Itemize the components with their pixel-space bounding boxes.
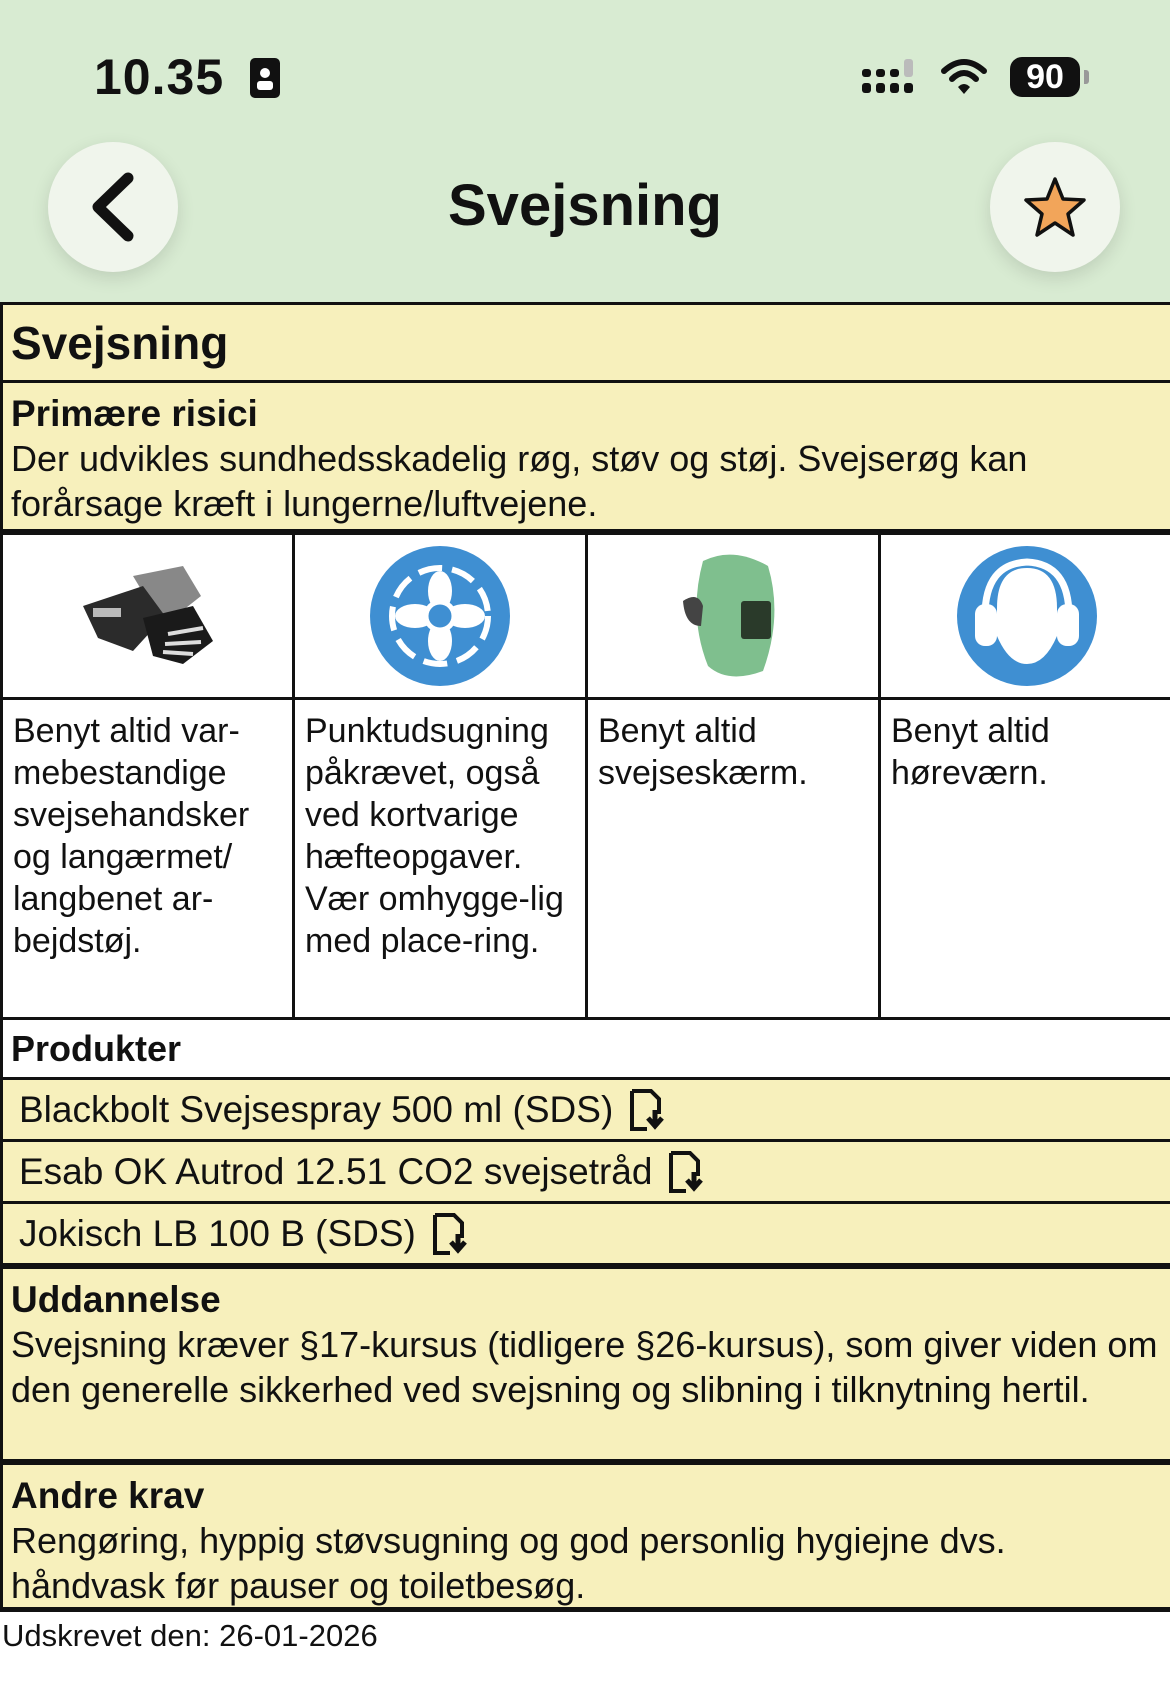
status-right <box>860 54 1080 100</box>
ppe-image-cell <box>295 535 588 700</box>
welding-shield-icon <box>673 546 793 686</box>
document-download-icon[interactable] <box>668 1150 706 1194</box>
ppe-text: Punktudsugning påkrævet, også ved kortvarige hæfteopgaver. Vær omhygge-lig med place-ring. <box>295 700 588 1020</box>
top-bar <box>0 0 1170 302</box>
ppe-image-cell <box>881 535 1170 700</box>
document-download-icon[interactable] <box>629 1088 667 1132</box>
status-time: 10.35 <box>94 49 225 105</box>
hearing-protection-icon <box>957 546 1097 686</box>
ppe-text: Benyt altid svejseskærm. <box>588 700 881 1020</box>
products-heading: Produkter <box>0 1020 1170 1080</box>
risks-heading: Primære risici <box>11 393 258 434</box>
ppe-grid <box>0 532 1170 1020</box>
signal-icon <box>860 57 918 97</box>
other-text: Rengøring, hyppig støvsugning og god personlig hygiejne dvs. håndvask før pauser og toiletbesøg. <box>11 1520 1006 1606</box>
product-row[interactable] <box>0 1204 1170 1266</box>
risks-section <box>0 380 1170 532</box>
other-heading: Andre krav <box>11 1475 205 1516</box>
ppe-image-cell <box>3 535 295 700</box>
ppe-image-cell <box>588 535 881 700</box>
education-text: Svejsning kræver §17-kursus (tidligere §26-kursus), som giver viden om den generelle sikkerhed ved svejsning og slibning i tilknytning hertil. <box>11 1324 1158 1410</box>
risks-text: Der udvikles sundhedsskadelig røg, støv og støj. Svejserøg kan forårsage kræft i lungerne/luftvejene. <box>11 438 1028 524</box>
document-download-icon[interactable] <box>432 1212 470 1256</box>
product-row[interactable] <box>0 1080 1170 1142</box>
ppe-text: Benyt altid høreværn. <box>881 700 1170 1020</box>
document <box>0 302 1170 1660</box>
battery-indicator: 90 <box>1010 57 1080 97</box>
extraction-fan-icon <box>370 546 510 686</box>
ppe-text: Benyt altid var-mebestandige svejsehandsker og langærmet/ langbenet ar-bejdstøj. <box>3 700 295 1020</box>
document-title: Svejsning <box>0 302 1170 380</box>
favorite-button[interactable] <box>990 142 1120 272</box>
page-title: Svejsning <box>448 173 722 238</box>
education-heading: Uddannelse <box>11 1279 221 1320</box>
education-section <box>0 1266 1170 1462</box>
wifi-icon <box>940 57 988 97</box>
product-name[interactable]: Jokisch LB 100 B (SDS) <box>19 1212 416 1254</box>
gloves-icon <box>73 556 223 676</box>
product-name[interactable]: Blackbolt Svejsespray 500 ml (SDS) <box>19 1088 614 1130</box>
star-icon <box>1023 175 1087 239</box>
product-name[interactable]: Esab OK Autrod 12.51 CO2 svejsetråd <box>19 1150 653 1192</box>
id-badge-icon <box>250 58 280 98</box>
product-row[interactable] <box>0 1142 1170 1204</box>
printed-date: Udskrevet den: 26-01-2026 <box>2 1618 378 1653</box>
other-requirements-section <box>0 1462 1170 1612</box>
